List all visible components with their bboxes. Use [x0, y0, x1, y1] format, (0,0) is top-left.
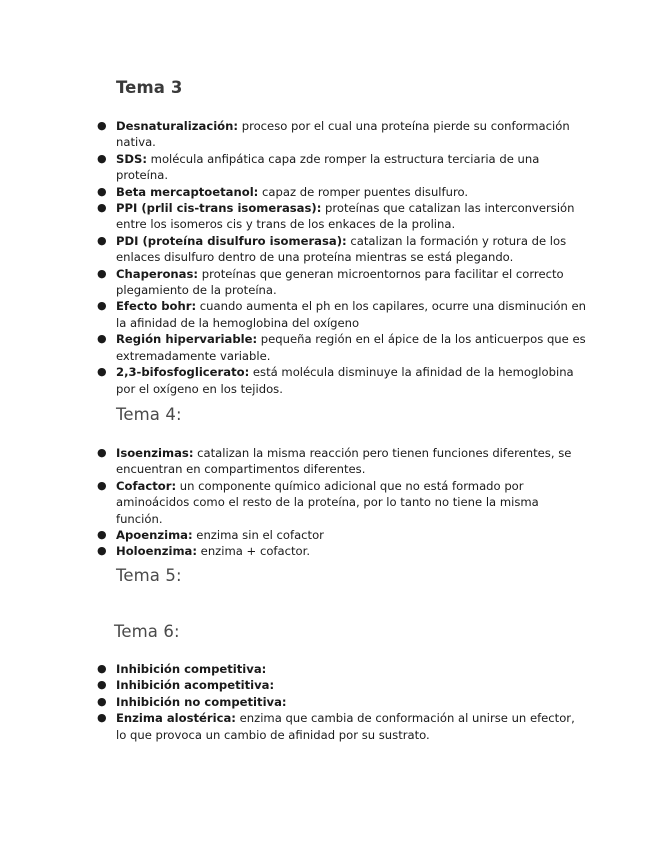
list-item: ● Región hipervariable: pequeña región en el ápice de la los anticuerpos que es extremadamente variable.: [97, 332, 586, 363]
list-item: ● Inhibición competitiva:: [97, 662, 267, 676]
bullet-icon: ●: [97, 544, 107, 558]
bullet-icon: ●: [97, 299, 107, 313]
section-title-tema-6: Tema 6:: [114, 622, 180, 641]
bullet-icon: ●: [97, 528, 107, 542]
list-item: ● Isoenzimas: catalizan la misma reacción pero tienen funciones diferentes, se encuentran en compartimentos diferentes.: [97, 446, 572, 477]
list-item: ● Beta mercaptoetanol: capaz de romper puentes disulfuro.: [97, 184, 469, 199]
bullet-icon: ●: [97, 233, 107, 247]
list-item: ● PDI (proteína disulfuro isomerasa): catalizan la formación y rotura de los enlaces disulfuro dentro de una proteína mientras se está plegando.: [97, 233, 567, 265]
bullet-icon: ●: [97, 119, 107, 132]
list-item: ● Desnaturalización: proceso por el cual una proteína pierde su conformación nativa.: [97, 119, 570, 150]
list-item: ● Holoenzima: enzima + cofactor.: [97, 544, 311, 559]
bullet-icon: ●: [97, 711, 107, 725]
bullet-icon: ●: [97, 478, 107, 492]
list-tema-4: [96, 445, 586, 560]
list-item: ● Efecto bohr: cuando aumenta el ph en los capilares, ocurre una disminución en la afinidad de la hemoglobina del oxígeno: [97, 299, 586, 330]
list-item: ● Inhibición no competitiva:: [97, 694, 287, 709]
bullet-icon: ●: [97, 266, 107, 280]
bullet-icon: ●: [97, 184, 107, 198]
list-item: ● SDS: molécula anfipática capa zde romper la estructura terciaria de una proteína.: [97, 151, 540, 183]
list-tema-6: [96, 661, 586, 743]
bullet-icon: ●: [97, 332, 107, 346]
list-tema-3: [96, 118, 586, 397]
bullet-icon: ●: [97, 151, 107, 165]
bullet-icon: ●: [97, 201, 107, 215]
list-item: ● Cofactor: un componente químico adicional que no está formado por aminoácidos como el resto de la proteína, por lo tanto no tiene la misma función.: [97, 478, 539, 526]
list-item: ● Chaperonas: proteínas que generan microentornos para facilitar el correcto plegamiento de la proteína.: [97, 266, 564, 298]
section-title-tema-4: Tema 4:: [116, 405, 182, 424]
list-item: ● Enzima alostérica: enzima que cambia de conformación al unirse un efector, lo que provoca un cambio de afinidad por su sustrato.: [97, 711, 575, 742]
list-item: ● 2,3-bifosfoglicerato: está molécula disminuye la afinidad de la hemoglobina por el oxígeno en los tejidos.: [97, 365, 574, 396]
bullet-icon: ●: [97, 365, 107, 379]
bullet-icon: ●: [97, 678, 107, 692]
section-title-tema-3: Tema 3: [116, 78, 183, 97]
bullet-icon: ●: [97, 662, 107, 675]
list-item: ● PPI (prlil cis-trans isomerasas): proteínas que catalizan las interconversión entre los isomeros cis y trans de los enkaces de la prolina.: [97, 201, 575, 232]
list-item: ● Apoenzima: enzima sin el cofactor: [97, 528, 324, 543]
bullet-icon: ●: [97, 446, 107, 459]
section-title-tema-5: Tema 5:: [116, 566, 182, 585]
list-item: ● Inhibición acompetitiva:: [97, 678, 275, 693]
bullet-icon: ●: [97, 694, 107, 708]
